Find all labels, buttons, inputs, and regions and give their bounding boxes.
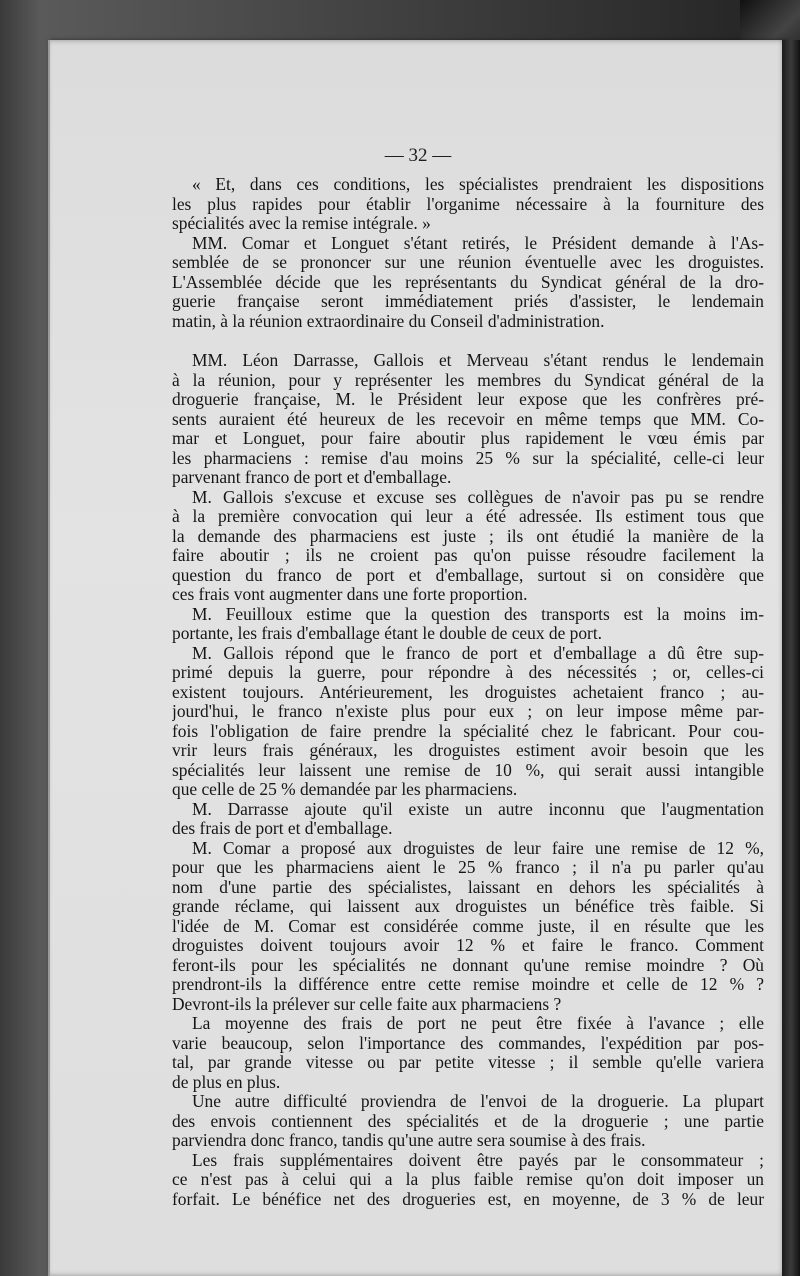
text-line: la demande des pharmaciens est juste ; ils ont étudié la manière de la bbox=[172, 526, 764, 546]
text-line: varie beaucoup, selon l'importance des commandes, l'expédition par pos- bbox=[172, 1033, 764, 1053]
body-text bbox=[172, 175, 764, 1209]
text-line: nom d'une partie des spécialistes, laissant en dehors les spécialités à bbox=[172, 877, 764, 897]
text-line: Devront-ils la prélever sur celle faite aux pharmaciens ? bbox=[172, 994, 562, 1014]
text-line: les pharmaciens : remise d'au moins 25 % sur la spécialité, celle-ci leur bbox=[172, 448, 764, 468]
text-line: que celle de 25 % demandée par les pharmaciens. bbox=[172, 780, 518, 799]
text-line: ces frais vont augmenter dans une forte proportion. bbox=[172, 585, 528, 604]
text-line: l'idée de M. Comar est considérée comme juste, il en résulte que les bbox=[172, 916, 764, 936]
text-line: grande réclame, qui laissent aux droguistes un bénéfice très faible. Si bbox=[172, 897, 764, 916]
text-line: M. Gallois s'excuse et excuse ses collègues de n'avoir pas pu se rendre bbox=[192, 487, 764, 507]
text-line: sents auraient été heureux de les recevoir en même temps que MM. Co- bbox=[172, 409, 764, 429]
text-line: droguerie française, M. le Président leur expose que les confrères pré- bbox=[172, 390, 764, 409]
text-line: parvenant franco de port et d'emballage. bbox=[172, 468, 452, 487]
text-line: tal, par grande vitesse ou par petite vitesse ; il semble qu'elle variera bbox=[172, 1053, 764, 1072]
text-line: fois l'obligation de faire prendre la spécialité chez le fabricant. Pour cou- bbox=[172, 721, 764, 741]
text-line: L'Assemblée décide que les représentants du Syndicat général de la dro- bbox=[172, 272, 764, 292]
text-line: guerie française seront immédiatement priés d'assister, le lendemain bbox=[172, 292, 764, 311]
text-line: MM. Léon Darrasse, Gallois et Merveau s'étant rendus le lendemain bbox=[192, 351, 764, 370]
text-line: à la première convocation qui leur a été adressée. Ils estiment tous que bbox=[172, 507, 764, 526]
text-line: jourd'hui, le franco n'existe plus pour eux ; on leur impose même par- bbox=[172, 702, 764, 721]
text-line: à la réunion, pour y représenter les membres du Syndicat général de la bbox=[172, 370, 764, 390]
text-line: M. Feuilloux estime que la question des transports est la moins im- bbox=[192, 604, 764, 624]
text-line: forfait. Le bénéfice net des drogueries est, en moyenne, de 3 % de leur bbox=[172, 1189, 764, 1209]
text-line: feront-ils pour les spécialités ne donnant qu'une remise moindre ? Où bbox=[172, 955, 764, 975]
page-number: — 32 — bbox=[384, 145, 452, 166]
text-line: primé depuis la guerre, pour répondre à des nécessités ; or, celles-ci bbox=[172, 663, 764, 682]
text-line: M. Gallois répond que le franco de port et d'emballage a dû être sup- bbox=[192, 643, 764, 663]
paragraph-gap bbox=[172, 331, 764, 351]
text-line: des frais de port et d'emballage. bbox=[172, 819, 393, 838]
text-line: La moyenne des frais de port ne peut être fixée à l'avance ; elle bbox=[192, 1014, 764, 1033]
text-line: vrir leurs frais généraux, les droguistes estiment avoir besoin que les bbox=[172, 741, 764, 760]
text-line: faire aboutir ; ils ne croient pas qu'on puisse résoudre facilement la bbox=[172, 546, 764, 565]
text-line: portante, les frais d'emballage étant le double de ceux de port. bbox=[172, 624, 603, 643]
text-line: M. Comar a proposé aux droguistes de leur faire une remise de 12 %, bbox=[192, 838, 764, 858]
text-line: des envois contiennent des spécialités et de la droguerie ; une partie bbox=[172, 1111, 764, 1131]
text-line: question du franco de port et d'emballage, surtout si on considère que bbox=[172, 565, 764, 585]
text-line: les plus rapides pour établir l'organime nécessaire à la fourniture des bbox=[172, 194, 764, 214]
text-line: Une autre difficulté proviendra de l'envoi de la droguerie. La plupart bbox=[192, 1092, 764, 1111]
text-line: M. Darrasse ajoute qu'il existe un autre inconnu que l'augmentation bbox=[192, 799, 764, 819]
text-line: parviendra donc franco, tandis qu'une autre sera soumise à des frais. bbox=[172, 1131, 646, 1150]
text-line: pour que les pharmaciens aient le 25 % franco ; il n'a pu parler qu'au bbox=[172, 858, 764, 877]
text-line: existent toujours. Antérieurement, les droguistes achetaient franco ; au- bbox=[172, 682, 764, 702]
text-line: de plus en plus. bbox=[172, 1072, 281, 1092]
text-line: « Et, dans ces conditions, les spécialistes prendraient les dispositions bbox=[192, 175, 764, 194]
text-line: matin, à la réunion extraordinaire du Conseil d'administration. bbox=[172, 311, 605, 331]
page-edge-shadow bbox=[782, 40, 800, 1276]
text-line: ce n'est pas à celui qui a la plus faible remise qu'on doit imposer un bbox=[172, 1170, 764, 1189]
text-line: semblée de se prononcer sur une réunion éventuelle avec les droguistes. bbox=[172, 253, 764, 272]
text-line: spécialités leur laissent une remise de 10 %, qui serait aussi intangible bbox=[172, 760, 764, 780]
text-line: MM. Comar et Longuet s'étant retirés, le Président demande à l'As- bbox=[192, 233, 764, 253]
text-line: Les frais supplémentaires doivent être payés par le consommateur ; bbox=[192, 1150, 764, 1170]
text-line: spécialités avec la remise intégrale. » bbox=[172, 214, 431, 233]
text-line: mar et Longuet, pour faire aboutir plus rapidement le vœu émis par bbox=[172, 429, 764, 448]
text-line: droguistes doivent toujours avoir 12 % et faire le franco. Comment bbox=[172, 936, 764, 955]
text-line: prendront-ils la différence entre cette remise moindre et celle de 12 % ? bbox=[172, 975, 764, 994]
